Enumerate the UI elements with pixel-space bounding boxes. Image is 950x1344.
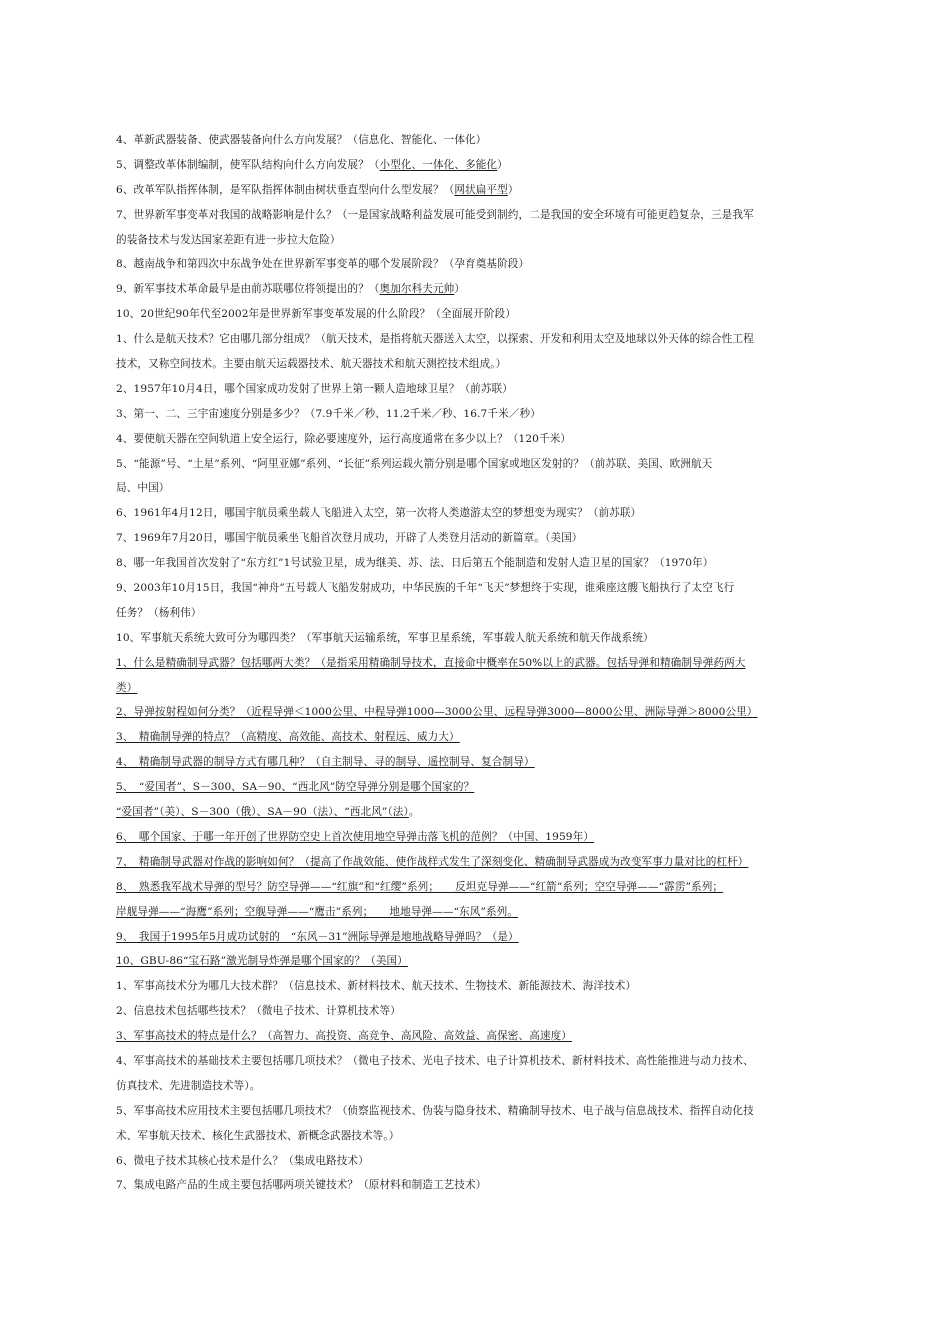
underlined-answer: 3、 精确制导弹的特点？（高精度、高效能、高技术、射程远、威力大） xyxy=(116,731,460,744)
line-text: 4、要使航天器在空间轨道上安全运行，除必要速度外，运行高度通常在多少以上？（120千米） xyxy=(116,432,572,445)
text-line xyxy=(116,277,846,302)
text-line xyxy=(116,1074,846,1099)
underlined-answer: 7、 精确制导武器对作战的影响如何？（提高了作战效能、使作战样式发生了深刻变化、精确制导武器成为改变军事力量对比的杠杆） xyxy=(116,855,749,868)
line-tail: ） xyxy=(497,158,508,171)
text-line xyxy=(116,725,846,750)
text-line xyxy=(116,875,846,900)
text-line xyxy=(116,925,846,950)
line-text: 10、军事航天系统大致可分为哪四类？（军事航天运输系统，军事卫星系统，军事载人航天系统和航天作战系统） xyxy=(116,631,654,644)
text-line xyxy=(116,775,846,800)
text-line xyxy=(116,651,846,676)
text-line xyxy=(116,676,846,701)
text-line xyxy=(116,750,846,775)
text-line xyxy=(116,526,846,551)
line-text: 3、第一、二、三宇宙速度分别是多少？（7.9千米／秒、11.2千米／秒、16.7千米／秒） xyxy=(116,407,541,420)
line-text: 5、“能源”号、“土星”系列、“阿里亚娜”系列、“长征”系列运载火箭分别是哪个国家或地区发射的？（前苏联、美国、欧洲航天 xyxy=(116,457,713,470)
text-line xyxy=(116,203,846,228)
line-tail: ） xyxy=(507,183,519,196)
text-line xyxy=(116,1149,846,1174)
line-text: 2、1957年10月4日，哪个国家成功发射了世界上第一颗人造地球卫星？（前苏联） xyxy=(116,382,513,395)
line-text: 5、调整改革体制编制，使军队结构向什么方向发展？（ xyxy=(116,158,380,171)
underlined-answer: 6、 哪个国家、于哪一年开创了世界防空史上首次使用地空导弹击落飞机的范例？（中国、1959年） xyxy=(116,830,595,843)
line-text: 5、军事高技术应用技术主要包括哪几项技术？（侦察监视技术、伪装与隐身技术、精确制导技术、电子战与信息战技术、指挥自动化技 xyxy=(116,1104,754,1117)
line-text: 7、世界新军事变革对我国的战略影响是什么？（一是国家战略利益发展可能受到制约，二是我国的安全环境有可能更趋复杂，三是我军 xyxy=(116,208,754,221)
text-line xyxy=(116,900,846,925)
line-text: 技术，又称空间技术。主要由航天运载器技术、航天器技术和航天测控技术组成。） xyxy=(116,358,507,371)
line-text: 9、2003年10月15日，我国“神舟”五号载人飞船发射成功，中华民族的千年“飞天”梦想终于实现，谁乘座这艘飞船执行了太空飞行 xyxy=(116,582,735,595)
line-text: 2、信息技术包括哪些技术？（微电子技术、计算机技术等） xyxy=(116,1005,401,1018)
underlined-answer: 类） xyxy=(116,681,138,694)
text-line xyxy=(116,825,846,850)
text-line xyxy=(116,700,846,725)
line-tail: ） xyxy=(454,283,466,296)
line-text: 8、越南战争和第四次中东战争处在世界新军事变革的哪个发展阶段？（孕育奠基阶段） xyxy=(116,258,530,271)
text-line xyxy=(116,576,846,601)
text-line xyxy=(116,1099,846,1124)
text-line xyxy=(116,427,846,452)
text-line xyxy=(116,302,846,327)
underlined-answer: 奥加尔科夫元帅 xyxy=(379,283,455,296)
line-text: 10、20世纪90年代至2002年是世界新军事变革发展的什么阶段？（全面展开阶段） xyxy=(116,308,516,321)
line-text: 1、什么是航天技术？它由哪几部分组成？（航天技术，是指将航天器送入太空，以探索、开发和利用太空及地球以外天体的综合性工程 xyxy=(116,333,754,346)
line-text: 7、1969年7月20日，哪国宇航员乘坐飞船首次登月成功，开辟了人类登月活动的新篇章。（美国） xyxy=(116,532,583,545)
text-line xyxy=(116,1173,846,1198)
text-line xyxy=(116,452,846,477)
text-line xyxy=(116,476,846,501)
text-line xyxy=(116,949,846,974)
underlined-answer: 1、什么是精确制导武器？包括哪两大类？（是指采用精确制导技术，直接命中概率在50%以上的武器。包括导弹和精确制导弹药两大 xyxy=(116,656,746,669)
line-text: 8、哪一年我国首次发射了“东方红”1号试验卫星，成为继美、苏、法、日后第五个能制造和发射人造卫星的国家？（1970年） xyxy=(116,557,714,570)
line-text: 的装备技术与发达国家差距有进一步拉大危险） xyxy=(116,233,341,246)
line-text: 9、新军事技术革命最早是由前苏联哪位将领提出的？（ xyxy=(116,283,380,296)
text-line xyxy=(116,999,846,1024)
text-line xyxy=(116,626,846,651)
text-line xyxy=(116,974,846,999)
text-line xyxy=(116,1049,846,1074)
underlined-answer: 小型化、一体化、多能化 xyxy=(379,158,498,171)
underlined-answer: 3、军事高技术的特点是什么？（高智力、高投资、高竞争、高风险、高效益、高保密、高速度） xyxy=(116,1030,572,1043)
line-text: 4、革新武器装备、使武器装备向什么方向发展？（信息化、智能化、一体化） xyxy=(116,134,487,146)
text-line xyxy=(116,352,846,377)
text-line xyxy=(116,1124,846,1149)
text-line xyxy=(116,551,846,576)
underlined-answer: 4、 精确制导武器的制导方式有哪几种？（自主制导、寻的制导、遥控制导、复合制导） xyxy=(116,756,535,769)
underlined-answer: 10、GBU-86“宝石路”激光制导炸弹是哪个国家的？（美国） xyxy=(116,955,408,968)
underlined-answer: 2、导弹按射程如何分类？（近程导弹＜1000公里、中程导弹1000—3000公里、远程导弹3000—8000公里、洲际导弹＞8000公里） xyxy=(116,706,758,719)
line-text: 7、集成电路产品的生成主要包括哪两项关键技术？（原材料和制造工艺技术） xyxy=(116,1179,487,1192)
line-text: 仿真技术、先进制造技术等）。 xyxy=(116,1079,261,1092)
underlined-answer: 9、 我国于1995年5月成功试射的 “东风－31”洲际导弹是地地战略导弹吗？（是） xyxy=(116,930,519,943)
text-line xyxy=(116,402,846,427)
underlined-answer: “爱国者”（美）、S－300（俄）、SA－90（法）、“西北风”（法） xyxy=(116,806,409,819)
text-line xyxy=(116,1024,846,1049)
line-text: 6、改革军队指挥体制，是军队指挥体制由树状垂直型向什么型发展？（ xyxy=(116,183,455,196)
text-line xyxy=(116,327,846,352)
text-line xyxy=(116,850,846,875)
line-text: 1、军事高技术分为哪几大技术群？（信息技术、新材料技术、航天技术、生物技术、新能源技术、海洋技术） xyxy=(116,980,637,993)
line-text: 6、微电子技术其核心技术是什么？（集成电路技术） xyxy=(116,1154,369,1167)
text-line xyxy=(116,228,846,253)
underlined-answer: 岸舰导弹——“海鹰”系列；空舰导弹——“鹰击”系列； 地地导弹——“东风”系列。 xyxy=(116,905,519,918)
line-text: 6、1961年4月12日，哪国宇航员乘坐载人飞船进入太空，第一次将人类遨游太空的梦想变为现实？（前苏联） xyxy=(116,507,642,520)
question-list xyxy=(116,128,846,1198)
text-line xyxy=(116,800,846,825)
text-line xyxy=(116,178,846,203)
line-text: 任务？（杨利伟） xyxy=(116,606,202,619)
line-text: 4、军事高技术的基础技术主要包括哪几项技术？（微电子技术、光电子技术、电子计算机技术、新材料技术、高性能推进与动力技术、 xyxy=(116,1054,754,1067)
underlined-answer: 网状扁平型 xyxy=(454,183,508,196)
text-line xyxy=(116,252,846,277)
line-text: 局、中国） xyxy=(116,482,170,495)
text-line xyxy=(116,153,846,178)
line-text: 术、军事航天技术、核化生武器技术、新概念武器技术等。） xyxy=(116,1129,400,1142)
line-tail: 。 xyxy=(408,806,420,819)
underlined-answer: 5、 “爱国者”、S－300、SA－90、“西北风”防空导弹分别是哪个国家的？ xyxy=(116,781,475,794)
text-line xyxy=(116,128,846,153)
underlined-answer: 8、 熟悉我军战术导弹的型号？防空导弹——“红旗”和“红缨”系列； 反坦克导弹——“红箭”系列；空空导弹——“霹雳”系列； xyxy=(116,880,724,893)
text-line xyxy=(116,601,846,626)
text-line xyxy=(116,501,846,526)
text-line xyxy=(116,377,846,402)
